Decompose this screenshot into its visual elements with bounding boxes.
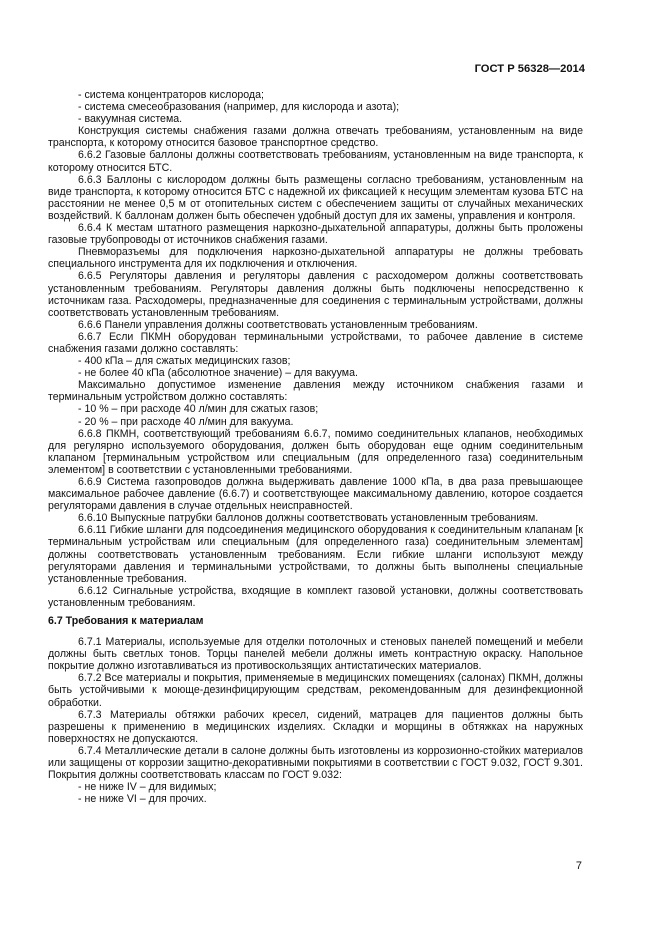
pressure-list [48,355,583,379]
paragraph-p6: 6.6.5 Регуляторы давления и регуляторы давления с расходомером должны соответствовать установленным требованиям. Регуляторы давления должны быть подключены непосредственно к источникам газа. Расходомеры, предназначенные для соединения с терминальным устройствами, должны соответствовать установленным требованиям. [48,270,583,319]
paragraph-p3: 6.6.3 Баллоны с кислородом должны быть размещены согласно требованиям, установленным на виде транспорта, к которому относится БТС с надежной их фиксацией к несущим элементам кузова БТС на расстоянии не менее 0,5 м от отопительных систем с обеспечением защиты от случайных механических воздействий. К баллонам должен быть обеспечен удобный доступ для их замены, управления и контроля. [48,173,583,222]
list-item: - не ниже VI – для прочих. [78,793,207,806]
paragraph-p16: 6.7.2 Все материалы и покрытия, применяемые в медицинских помещениях (салонах) ПКМН, должны быть устойчивыми к моюще-дезинфицирующим средствам, рекомендованным для дезинфекционной обработки. [48,672,583,709]
list-item: - 20 % – при расходе 40 л/мин для вакуума. [78,415,294,428]
paragraph-p17: 6.7.3 Материалы обтяжки рабочих кресел, сидений, матрацев для пациентов должны быть разрешены к применению в медицинских изделиях. Складки и морщины в обтяжках на наружных поверхностях не допускаются. [48,708,583,745]
pressure-change-list [48,403,583,427]
coating-classes-list [48,781,583,805]
paragraph-p2: 6.6.2 Газовые баллоны должны соответствовать требованиям, установленным на виде транспорта, к которому относится БТС. [48,149,583,174]
document-header: ГОСТ Р 56328—2014 [474,63,585,75]
paragraph-p10: 6.6.8 ПКМН, соответствующий требованиям 6.6.7, помимо соединительных клапанов, необходимых для регулярно используемого оборудования, должен быть оборудован еще одним соединительным клапаном [терминальным устройством или специальным (для определенного газа) соединительным элементом] в соответствии с установленными требованиями. [48,427,583,476]
list-item: - вакуумная система. [78,113,183,126]
page-number: 7 [575,860,582,872]
paragraph-p13: 6.6.11 Гибкие шланги для подсоединения медицинского оборудования к соединительным клапанам [к терминальным устройствам или специальным (для определенного газа) соединительным элементам] должны соответствовать установленным требованиям. Если гибкие шланги используют между регуляторами давления и терминальными устройствами, то должны быть выполнены специальные установленные требования. [48,524,583,585]
document-body [48,89,583,805]
paragraph-p8: 6.6.7 Если ПКМН оборудован терминальными устройствами, то рабочее давление в системе снабжения газами должно составлять: [48,330,583,355]
paragraph-pressure-change: Максимально допустимое изменение давления между источником снабжения газами и терминальным устройством должно составлять: [48,379,583,404]
paragraph-p1: Конструкция системы снабжения газами должна отвечать требованиям, установленным на виде транспорта, к которому относится базовое транспортное средство. [48,125,583,150]
list-item: - 400 кПа – для сжатых медицинских газов; [78,355,291,368]
paragraph-p7: 6.6.6 Панели управления должны соответствовать установленным требованиям. [78,318,478,331]
paragraph-p14: 6.6.12 Сигнальные устройства, входящие в комплект газовой установки, должны соответствовать установленным требованиям. [48,584,583,609]
list-item: - не более 40 кПа (абсолютное значение) – для вакуума. [78,367,358,380]
paragraph-p5: Пневморазъемы для подключения наркозно-дыхательной аппаратуры не должны требовать специального инструмента для их подключения и отключения. [48,246,583,271]
section-title: 6.7 Требования к материалам [48,615,204,628]
section-6-6-paragraphs-continued [48,428,583,609]
list-item: - 10 % – при расходе 40 л/мин для сжатых газов; [78,403,319,416]
paragraph-p4: 6.6.4 К местам штатного размещения наркозно-дыхательной аппаратуры, должны быть проложены газовые трубопроводы от источников снабжения газами. [48,222,583,247]
list-item: - система концентраторов кислорода; [78,89,264,101]
list-item: - система смесеобразования (например, для кислорода и азота); [78,101,400,114]
section-6-7-paragraphs [48,636,583,781]
list-item: - не ниже IV – для видимых; [78,781,217,794]
paragraph-p18: 6.7.4 Металлические детали в салоне должны быть изготовлены из коррозионно-стойких материалов или защищены от коррозии защитно-декоративными покрытиями в соответствии с ГОСТ 9.032, ГОСТ 9.301. Покрытия должны соответствовать классам по ГОСТ 9.032: [48,744,583,782]
paragraph-p15: 6.7.1 Материалы, используемые для отделки потолочных и стеновых панелей помещений и мебели должны быть светлых тонов. Торцы панелей мебели должны иметь контрастную окраску. Напольное покрытие должно изготавливаться из противоскользящих антистатических материалов. [48,636,583,673]
paragraph-p11: 6.6.9 Система газопроводов должна выдерживать давление 1000 кПа, в два раза превышающее максимальное рабочее давление (6.6.7) и соответствующее максимальному давлению, которое создается регуляторами давления в случае отдельных неисправностей. [48,476,583,513]
paragraph-p12: 6.6.10 Выпускные патрубки баллонов должны соответствовать установленным требованиям. [78,512,539,525]
section-6-6-paragraphs [48,125,583,355]
gas-systems-list [48,89,583,125]
